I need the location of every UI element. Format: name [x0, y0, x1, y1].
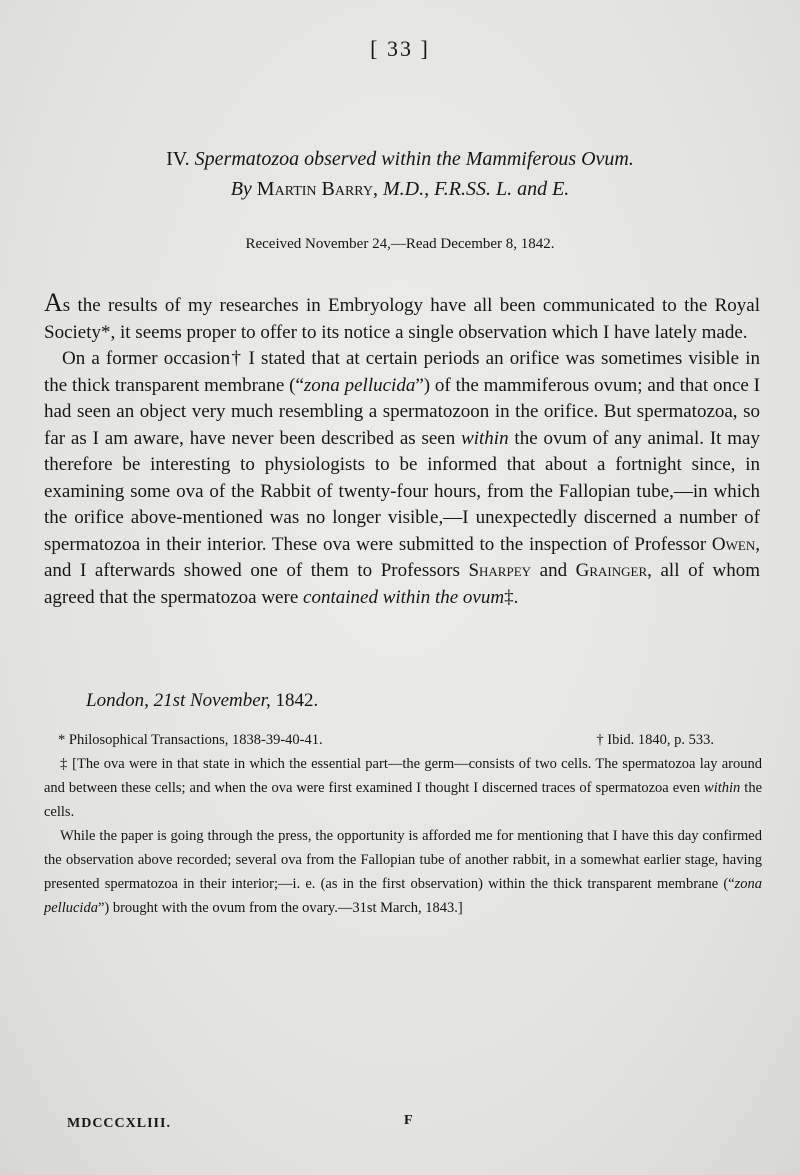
- volume-signature: MDCCCXLIII.: [67, 1116, 171, 1131]
- p2-contained-within: contained within the ovum: [303, 586, 505, 608]
- addendum-text-b: ”) brought with the ovum from the ovary.—31st March, 1843.]: [97, 900, 463, 916]
- footnote-addendum: [44, 824, 762, 920]
- footnote-double-dagger: [44, 752, 762, 824]
- p2-sharpey: Sharpey: [468, 560, 532, 581]
- p2-text-b: ”) of the mammiferous ovum; and that once I had seen an object very much resembling a spermatozoon in the orifice. But spermatozoa, so far as I am aware, have never been described as seen: [44, 374, 760, 449]
- p2-grainger: Grainger: [575, 560, 648, 581]
- dateline-place: London, 21st November,: [86, 690, 271, 711]
- p2-text-g: ‡.: [504, 586, 519, 608]
- footnote-dagger: † Ibid. 1840, p. 533.: [596, 732, 714, 748]
- page-number: [ 33 ]: [370, 36, 430, 61]
- p2-within: within: [461, 427, 509, 449]
- fn3-text-b: the cells.: [44, 780, 762, 820]
- p2-owen: Owen: [711, 533, 756, 555]
- paragraph-1: As the results of my researches in Embryology have all been communicated to the Royal Society*, it seems proper to offer to its notice a single observation which I have lately made.: [44, 288, 760, 343]
- body-text: [44, 290, 760, 611]
- dateline-year: 1842.: [270, 690, 319, 711]
- footnote-star: * Philosophical Transactions, 1838-39-40-41.: [58, 732, 323, 748]
- fn3-within: within: [704, 780, 741, 796]
- article-byline: [0, 174, 800, 204]
- addendum-zona-pellucida: zona pellucida: [44, 876, 762, 916]
- p2-text-f: , all of whom agreed that the spermatozoa were: [44, 560, 760, 608]
- dateline: [86, 690, 318, 712]
- article-title-text: Spermatozoa observed within the Mammiferous Ovum.: [194, 148, 634, 170]
- fn3-text-a: ‡ [The ova were in that state in which the essential part—the germ—consists of two cells. The spermatozoa lay around and between these cells; and when the ova were first examined I thought I discerned traces of spermatozoa even: [44, 756, 762, 796]
- p2-text-e: and: [531, 560, 576, 581]
- author-name: Martin Barry,: [256, 178, 378, 200]
- received-line: Received November 24,—Read December 8, 1842.: [245, 236, 555, 252]
- article-number: IV.: [166, 148, 190, 170]
- paragraph-2: [44, 346, 760, 611]
- author-degrees: M.D., F.R.SS. L. and E.: [382, 178, 570, 200]
- p2-text-a: On a former occasion† I stated that at certain periods an orifice was sometimes visible in the thick transparent membrane (“: [44, 348, 760, 396]
- p2-text-d: , and I afterwards showed one of them to Professors: [44, 533, 760, 581]
- gathering-letter: F: [404, 1113, 413, 1128]
- addendum-text-a: While the paper is going through the press, the opportunity is afforded me for mentioning that I have this day confirmed the observation above recorded; several ova from the Fallopian tube of another rabbit, in a somewhat earlier stage, having presented spermatozoa in their interior;—i. e. (as in the first observation) within the thick transparent membrane (“: [44, 828, 762, 892]
- p2-text-c: the ovum of any animal. It may therefore be interesting to physiologists to be informed that about a fortnight since, in examining some ova of the Rabbit of twenty-four hours, from the Fallopian tube,—in which the orifice above-mentioned was no longer visible,—I unexpectedly discerned a number of spermatozoa in their interior. These ova were submitted to the inspection of Professor: [44, 427, 760, 555]
- article-title: [0, 144, 800, 174]
- p2-zona-pellucida: zona pellucida: [303, 374, 416, 396]
- footnote-row-1: [44, 728, 762, 752]
- footnotes: [44, 728, 762, 920]
- byline-by: By: [230, 178, 252, 200]
